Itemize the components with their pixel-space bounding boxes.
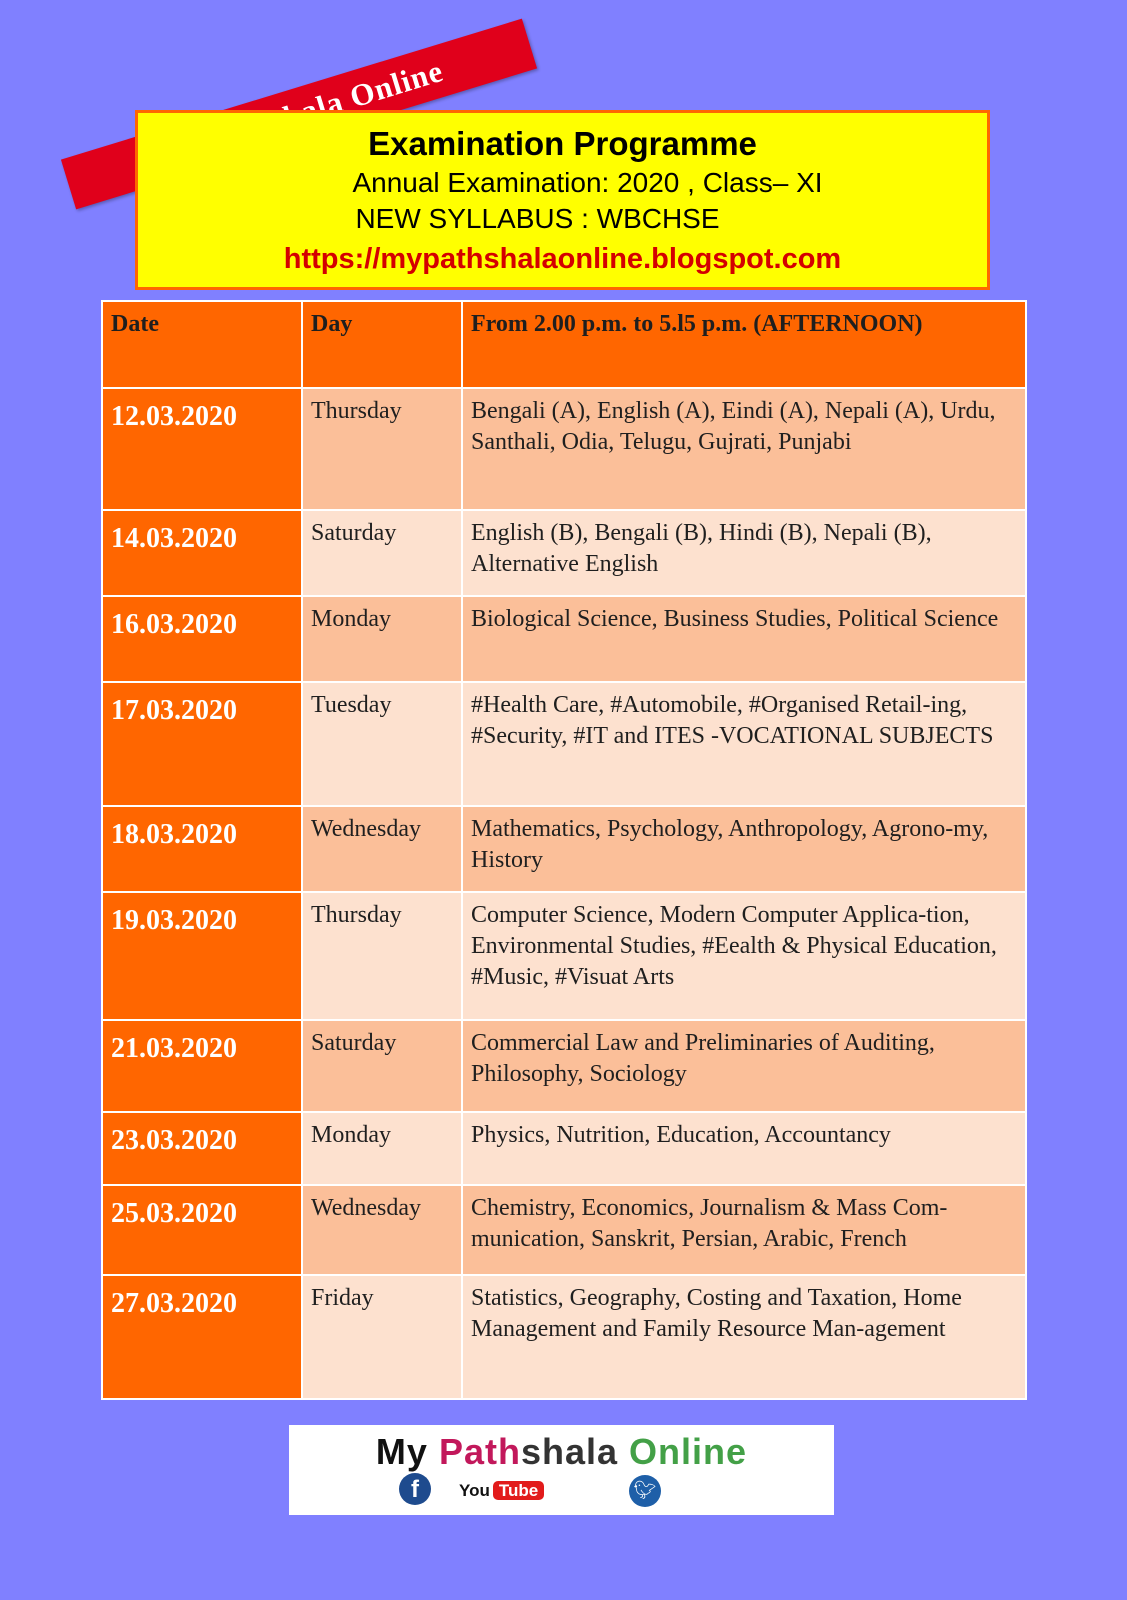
logo-word-2: Path: [438, 1431, 521, 1472]
row-date: 19.03.2020: [102, 892, 302, 1020]
row-subjects: Physics, Nutrition, Education, Accountancy: [462, 1112, 1026, 1185]
exam-schedule-table: [101, 300, 1027, 1400]
logo-word-4: Online: [629, 1431, 748, 1472]
row-subjects: Bengali (A), English (A), Eindi (A), Nepali (A), Urdu, Santhali, Odia, Telugu, Gujrati, Punjabi: [462, 388, 1026, 510]
table-row: [102, 388, 1026, 510]
row-date: 16.03.2020: [102, 596, 302, 682]
youtube-you: You: [459, 1481, 490, 1500]
exam-line: Annual Examination: 2020 , Class– XI: [352, 167, 823, 198]
channel-logo: [289, 1425, 834, 1515]
header-day: Day: [302, 301, 462, 388]
social-icons: [399, 1473, 699, 1509]
table-row: [102, 510, 1026, 596]
row-date: 14.03.2020: [102, 510, 302, 596]
header-time: From 2.00 p.m. to 5.l5 p.m. (AFTERNOON): [462, 301, 1026, 388]
table-row: [102, 1185, 1026, 1275]
row-subjects: Chemistry, Economics, Journalism & Mass Com-munication, Sanskrit, Persian, Arabic, French: [462, 1185, 1026, 1275]
exam-header: [135, 110, 990, 290]
twitter-icon[interactable]: 🐦︎: [629, 1475, 661, 1507]
row-subjects: Statistics, Geography, Costing and Taxation, Home Management and Family Resource Man-agement: [462, 1275, 1026, 1399]
table-row: [102, 1112, 1026, 1185]
row-subjects: Computer Science, Modern Computer Applica-tion, Environmental Studies, #Eealth & Physical Education, #Music, #Visuat Arts: [462, 892, 1026, 1020]
row-day: Friday: [302, 1275, 462, 1399]
row-date: 18.03.2020: [102, 806, 302, 892]
blog-url-link[interactable]: https://mypathshalaonline.blogspot.com: [283, 243, 842, 275]
row-day: Thursday: [302, 388, 462, 510]
row-subjects: Biological Science, Business Studies, Political Science: [462, 596, 1026, 682]
youtube-tube: Tube: [493, 1481, 544, 1500]
facebook-icon[interactable]: f: [399, 1473, 431, 1505]
table-row: [102, 1020, 1026, 1112]
page-title: Examination Programme: [368, 125, 757, 162]
row-day: Tuesday: [302, 682, 462, 806]
row-day: Monday: [302, 596, 462, 682]
row-date: 17.03.2020: [102, 682, 302, 806]
row-day: Saturday: [302, 1020, 462, 1112]
row-day: Thursday: [302, 892, 462, 1020]
syllabus-line: NEW SYLLABUS : WBCHSE: [355, 203, 720, 234]
row-subjects: Commercial Law and Preliminaries of Auditing, Philosophy, Sociology: [462, 1020, 1026, 1112]
row-subjects: Mathematics, Psychology, Anthropology, Agrono-my, History: [462, 806, 1026, 892]
row-day: Saturday: [302, 510, 462, 596]
row-date: 21.03.2020: [102, 1020, 302, 1112]
row-date: 25.03.2020: [102, 1185, 302, 1275]
row-day: Monday: [302, 1112, 462, 1185]
youtube-icon[interactable]: [459, 1481, 544, 1501]
table-row: [102, 1275, 1026, 1399]
header-date: Date: [102, 301, 302, 388]
row-subjects: English (B), Bengali (B), Hindi (B), Nepali (B), Alternative English: [462, 510, 1026, 596]
logo-word-1: My: [375, 1431, 428, 1472]
table-row: [102, 806, 1026, 892]
table-header-row: [102, 301, 1026, 388]
logo-word-3: shala: [520, 1431, 619, 1472]
row-day: Wednesday: [302, 806, 462, 892]
row-date: 27.03.2020: [102, 1275, 302, 1399]
table-row: [102, 892, 1026, 1020]
table-row: [102, 596, 1026, 682]
row-subjects: #Health Care, #Automobile, #Organised Retail-ing, #Security, #IT and ITES -VOCATIONAL SUBJECTS: [462, 682, 1026, 806]
logo-text: [289, 1431, 834, 1473]
row-date: 12.03.2020: [102, 388, 302, 510]
row-day: Wednesday: [302, 1185, 462, 1275]
row-date: 23.03.2020: [102, 1112, 302, 1185]
table-row: [102, 682, 1026, 806]
